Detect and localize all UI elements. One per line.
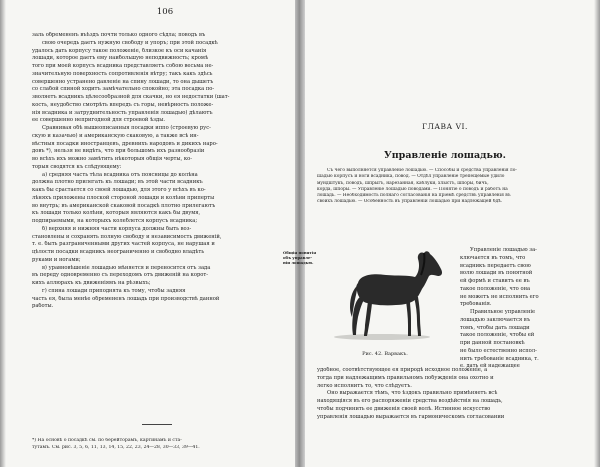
- left-page-line: а) средняя часть тѣла всадника отъ поясницы до колѣна: [42, 171, 198, 178]
- left-page-line: совершенно устранено давленіе на спину лошади, то она дышетъ: [32, 78, 214, 85]
- left-page-line: т. е. быть разграниченными других частей корпуса, не нарушая и: [32, 241, 215, 248]
- left-page-line: значительную поверхность сопротивленія вѣтру; такъ какъ здѣсь: [32, 70, 213, 77]
- left-page-line: в) уравновѣшеніе лошадью мѣняется и переносится отъ зада: [42, 264, 211, 271]
- bottom-line: легко исполнитъ то, что слѣдуетъ.: [317, 382, 412, 389]
- left-page-line: цѣлости посадки всадникъ неограниченно и свободно владѣть: [32, 249, 205, 255]
- summary-line: своихъ лошадью. — Особенность въ управленіи лошадью при надлежащей бдѣ.: [317, 199, 503, 205]
- left-page-line: подпираемыми, на которыхъ колеблется корпусъ всадника;: [32, 218, 198, 224]
- right-column-line: такое положеніе, чтобы ей: [460, 332, 535, 339]
- right-page: [305, 0, 600, 467]
- left-page-line: кость, неудобство смотрѣть впередъ съ горы, невѣрность положе-: [32, 101, 214, 108]
- left-page-body: [32, 32, 282, 311]
- left-page-line: работы.: [32, 303, 54, 310]
- chapter-title: Управленіе лошадью.: [384, 150, 506, 161]
- left-page-line: въ переду одновременно съ переходомъ отъ движеній на корот-: [32, 272, 209, 279]
- horse-illustration: [320, 245, 450, 343]
- left-page-line: г) спина лошади приподнята къ тому, чтобы задняя: [42, 287, 186, 294]
- bottom-line: удобное, соотвѣтствующее ея природѣ исходное положеніе, а: [317, 367, 488, 373]
- right-column-line: томъ, чтобы дать лошади: [460, 324, 530, 331]
- left-page-line: свою очередь даетъ нужную свободу и упоръ; при этой посадкѣ: [42, 39, 218, 46]
- right-column-text: [460, 247, 588, 371]
- left-page-line: б) верхняя и нижняя части корпуса должны быть воз-: [42, 225, 192, 232]
- right-column-line: лошадью заключается въ: [460, 316, 531, 323]
- margin-note: [283, 250, 317, 265]
- left-page-line: заль обремененъ въѣздъ почти только одного сѣдла; поводъ въ: [32, 32, 206, 38]
- right-column-line: всадникъ передаетъ свою: [460, 262, 531, 269]
- summary-line: Съ чего выполняется управленіе лошадью. — Способы и средства управленія ло-: [327, 168, 517, 173]
- left-page-edge: [0, 0, 6, 467]
- left-page-line: скую и казачью) и американскую скаковую, а также всѣ ин-: [32, 132, 199, 139]
- chapter-summary: [317, 168, 583, 206]
- left-page-line: руками и ногами;: [32, 256, 81, 263]
- margin-note-line: объ управле-: [283, 255, 312, 260]
- margin-note-line: Общія понятія: [283, 250, 317, 255]
- right-column-line: ей формѣ и ставитъ ее въ: [460, 278, 530, 284]
- left-page-line: вѣстныя посадки иностранцевъ, древнихъ народовъ и дикихъ наро-: [32, 140, 218, 147]
- left-page-line: какъ бы срастается со своей лошадью, для этого у всѣхъ въ ко-: [32, 187, 206, 193]
- horse-photo: [320, 245, 450, 343]
- figure-caption: Рис. 42. Варвакъ.: [362, 351, 408, 357]
- bottom-line: чтобы подчинить ее движенія своей волѣ. Истинное искусство: [317, 405, 491, 412]
- right-column-line: не можетъ не исполнить его: [460, 293, 539, 300]
- footnote: [32, 438, 282, 451]
- chapter-label: ГЛАВА VI.: [422, 122, 468, 131]
- left-page-line: лѣняхъ приложены плоской стороной лошади и колѣни приперты: [32, 194, 215, 201]
- bottom-line: находящіяся въ его распоряженіи средства воздѣйствія на лошадь,: [317, 398, 503, 404]
- right-column-line: не было естественно испол-: [460, 347, 537, 354]
- right-column-line: Управленіе лошадью за-: [470, 247, 537, 253]
- right-column-line: такое положеніе, что она: [460, 285, 531, 292]
- right-column-line: ключается въ томъ, что: [460, 254, 526, 261]
- left-page-line: во внутрь; въ американской скаковой посадкѣ плотно прилегаютъ: [32, 202, 216, 209]
- bottom-line: управленія лошадью выражается въ гармоническомъ согласовании: [317, 413, 505, 420]
- right-column-line: волю лошади въ понятной: [460, 270, 533, 277]
- left-page-line: часть ея, была менѣе обремененъ лошадь при производствѣ данной: [32, 295, 220, 302]
- left-page-line: должна плотно прилегать къ лошади; въ этой части всадникъ: [32, 179, 203, 186]
- left-page-line: торыя сводятся къ слѣдующему:: [32, 163, 122, 170]
- left-page-line: нія всадника и затруднительность управленія лошадью) дѣлаютъ: [32, 109, 213, 116]
- left-page-line: во всѣхъ ихъ можно замѣтить нѣкоторыя общія черты, ко-: [32, 156, 192, 162]
- left-page-line: довъ *), нельзя не видѣть, что при большомъ ихъ разнообразіи: [32, 148, 205, 155]
- margin-note-line: ніи лошадью.: [283, 260, 314, 265]
- page-number: 106: [156, 7, 174, 17]
- left-page-line: Сравнивая обѣ вышеописанныя посадки иппо (строевую рус-: [42, 125, 211, 131]
- summary-line: лошадь. — Необходимость полнаго согласованія на пріемѣ средствъ управленія въ: [317, 193, 511, 199]
- left-page-line: того при моей корпусъ всадника представляетъ собою весьма не-: [32, 63, 214, 69]
- right-column-line: нить требованіе всадника, т.: [460, 355, 539, 362]
- left-page-line: удалось дать корпусу такое положеніе, близкое къ оси качанія: [32, 47, 207, 54]
- bottom-line: тогда при надлежащимъ правильномъ побужденія она охотно и: [317, 374, 494, 381]
- left-page-line: ее совершенно непригодной для строевой ѣзды.: [32, 117, 165, 124]
- footnote-separator: [142, 424, 172, 425]
- summary-line: мундштукъ, поводъ, шпрыгъ, нарезанная, каблуки, хлыстъ, шпоры, бичъ,: [317, 180, 489, 186]
- left-page-line: становлены и сохранять полную свободу и независимость движеній,: [32, 233, 222, 240]
- left-page-line: лошади, которое даетъ ему наибольшую неподвижность; кромѣ: [32, 55, 209, 62]
- right-bottom-text: [317, 367, 588, 421]
- summary-line: шадью корпусъ и ноги всадника, повод. — Отдѣл управленіе трепещемые удило: [317, 174, 505, 180]
- right-column-line: Правильное управленіе: [470, 309, 536, 315]
- horse-shadow: [334, 334, 430, 340]
- right-column-line: требованія.: [460, 301, 492, 308]
- right-page-edge: [594, 0, 600, 467]
- left-page-line: къ лошади только колѣни, которыя являются какъ бы двумя,: [32, 210, 201, 217]
- right-column-line: е. дать ей надежащее: [460, 363, 520, 370]
- bottom-line: Оно выражается тѣмъ, что ѣздокъ правильно примѣняетъ всѣ: [327, 390, 498, 397]
- left-page-line: зволяетъ всадникъ цѣлесообразной для скачки, но ея недостатки (шат-: [32, 94, 230, 100]
- right-column-line: при данной постановкѣ: [460, 340, 525, 346]
- summary-line: корда, шпоры. — Управленіе лошадью поводами. — Понятіе о поводъ и работъ на: [317, 186, 508, 192]
- left-page-line: кихъ аллюрахъ къ движеніямъ на рѣзвыхъ;: [32, 280, 151, 286]
- footnote-line: тутамъ. См. рис. 3, 5, 6, 11, 13, 14, 15, 22, 23, 24—28, 30—33, 39—41.: [32, 444, 200, 450]
- footnote-line: *) На основѣ о посадкѣ см. по берейторамъ, картинамъ и ста-: [32, 438, 182, 443]
- left-page-line: со слабой спиной ходитъ замѣчательно спокойно; эта посадка по-: [32, 86, 215, 93]
- left-page: [0, 0, 295, 467]
- book-gutter: [295, 0, 305, 467]
